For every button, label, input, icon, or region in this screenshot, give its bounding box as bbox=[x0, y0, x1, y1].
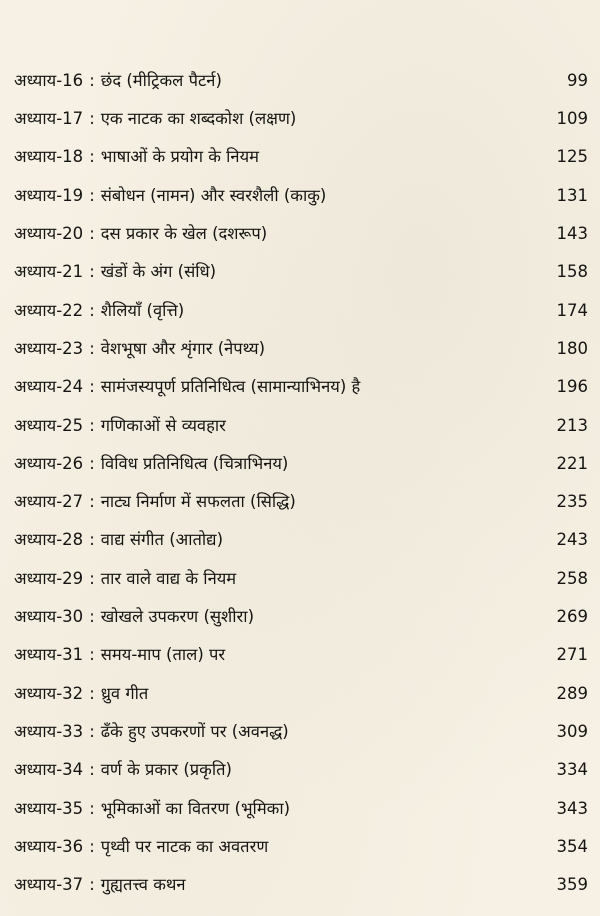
page-number: 258 bbox=[556, 568, 588, 588]
toc-entry bbox=[14, 568, 237, 588]
toc-entry bbox=[14, 532, 223, 549]
chapter-separator: : bbox=[89, 798, 95, 818]
chapter-separator: : bbox=[89, 607, 95, 627]
toc-row bbox=[14, 675, 588, 713]
chapter-number: अध्याय-36 bbox=[14, 836, 84, 856]
chapter-title: वर्ण के प्रकार (प्रकृति) bbox=[100, 760, 232, 780]
chapter-separator: : bbox=[89, 70, 95, 90]
page-number: 125 bbox=[556, 147, 588, 167]
toc-row bbox=[14, 407, 588, 445]
page-number: 109 bbox=[556, 109, 588, 129]
chapter-number: अध्याय-31 bbox=[14, 645, 84, 665]
toc-entry bbox=[14, 338, 266, 358]
toc-entry bbox=[14, 721, 289, 741]
chapter-separator: : bbox=[89, 453, 95, 473]
chapter-separator: : bbox=[89, 875, 95, 895]
page-number: 131 bbox=[556, 185, 588, 205]
chapter-separator: : bbox=[89, 683, 95, 703]
chapter-number: अध्याय-29 bbox=[14, 568, 84, 588]
page-number: 221 bbox=[556, 453, 588, 473]
chapter-number: अध्याय-22 bbox=[14, 300, 84, 320]
page-number: 213 bbox=[556, 415, 588, 435]
chapter-number: अध्याय-35 bbox=[14, 798, 84, 818]
toc-entry bbox=[14, 877, 186, 894]
toc-entry bbox=[14, 415, 226, 435]
toc-row bbox=[14, 828, 588, 866]
toc-row bbox=[14, 713, 588, 751]
page-number: 235 bbox=[556, 492, 588, 512]
toc-entry bbox=[14, 226, 267, 243]
toc-entry bbox=[14, 453, 289, 473]
toc-entry bbox=[14, 300, 185, 320]
toc-row bbox=[14, 100, 588, 138]
chapter-number: अध्याय-20 bbox=[14, 224, 84, 244]
toc-entry bbox=[14, 149, 259, 166]
toc-row bbox=[14, 139, 588, 177]
chapter-separator: : bbox=[89, 147, 95, 167]
chapter-title: खंडों के अंग (संधि) bbox=[100, 262, 217, 282]
page-number: 99 bbox=[567, 70, 588, 90]
chapter-title: वाद्य संगीत (आतोद्य) bbox=[100, 530, 224, 550]
toc-row bbox=[14, 636, 588, 674]
toc-row bbox=[14, 292, 588, 330]
toc-row bbox=[14, 522, 588, 560]
chapter-number: अध्याय-34 bbox=[14, 760, 84, 780]
page-number: 343 bbox=[556, 798, 588, 818]
toc-entry bbox=[14, 494, 296, 511]
chapter-number: अध्याय-30 bbox=[14, 607, 84, 627]
toc-row bbox=[14, 751, 588, 789]
page-number: 143 bbox=[556, 224, 588, 244]
toc-row bbox=[14, 598, 588, 636]
chapter-number: अध्याय-21 bbox=[14, 262, 84, 282]
chapter-separator: : bbox=[89, 338, 95, 358]
chapter-number: अध्याय-37 bbox=[14, 875, 84, 895]
toc-entry bbox=[14, 111, 296, 128]
toc-entry bbox=[14, 683, 149, 703]
chapter-number: अध्याय-33 bbox=[14, 721, 84, 741]
page-number: 359 bbox=[556, 875, 588, 895]
chapter-title: ध्रुव गीत bbox=[100, 683, 149, 703]
toc-entry bbox=[14, 762, 232, 779]
chapter-title: सामंजस्यपूर्ण प्रतिनिधित्व (सामान्याभिनय) है bbox=[100, 377, 361, 397]
toc-entry bbox=[14, 185, 327, 205]
toc-entry bbox=[14, 798, 291, 818]
toc-entry bbox=[14, 609, 254, 626]
chapter-number: अध्याय-28 bbox=[14, 530, 84, 550]
page-number: 309 bbox=[556, 721, 588, 741]
chapter-separator: : bbox=[89, 836, 95, 856]
page-number: 271 bbox=[556, 645, 588, 665]
chapter-separator: : bbox=[89, 721, 95, 741]
toc-entry bbox=[14, 836, 269, 856]
chapter-title: छंद (मीट्रिकल पैटर्न) bbox=[100, 70, 222, 90]
toc-entry bbox=[14, 647, 225, 664]
chapter-number: अध्याय-18 bbox=[14, 147, 84, 167]
chapter-title: ढँके हुए उपकरणों पर (अवनद्ध) bbox=[100, 721, 289, 741]
chapter-title: पृथ्वी पर नाटक का अवतरण bbox=[100, 836, 269, 856]
toc-row bbox=[14, 177, 588, 215]
toc-row bbox=[14, 866, 588, 904]
chapter-separator: : bbox=[89, 645, 95, 665]
chapter-title: संबोधन (नामन) और स्वरशैली (काकु) bbox=[100, 185, 327, 205]
chapter-separator: : bbox=[89, 760, 95, 780]
chapter-title: खोखले उपकरण (सुशीरा) bbox=[100, 607, 255, 627]
chapter-number: अध्याय-19 bbox=[14, 185, 84, 205]
page-number: 269 bbox=[556, 607, 588, 627]
chapter-separator: : bbox=[89, 377, 95, 397]
chapter-number: अध्याय-26 bbox=[14, 453, 84, 473]
toc-row bbox=[14, 560, 588, 598]
page-number: 243 bbox=[556, 530, 588, 550]
page-number: 158 bbox=[556, 262, 588, 282]
toc-entry bbox=[14, 264, 216, 281]
chapter-number: अध्याय-27 bbox=[14, 492, 84, 512]
chapter-separator: : bbox=[89, 415, 95, 435]
chapter-title: वेशभूषा और शृंगार (नेपथ्य) bbox=[100, 338, 266, 358]
chapter-separator: : bbox=[89, 568, 95, 588]
chapter-separator: : bbox=[89, 262, 95, 282]
toc-row bbox=[14, 215, 588, 253]
chapter-title: समय-माप (ताल) पर bbox=[100, 645, 226, 665]
chapter-title: दस प्रकार के खेल (दशरूप) bbox=[100, 224, 268, 244]
chapter-number: अध्याय-25 bbox=[14, 415, 84, 435]
chapter-separator: : bbox=[89, 492, 95, 512]
chapter-title: एक नाटक का शब्दकोश (लक्षण) bbox=[100, 109, 297, 129]
toc-row bbox=[14, 483, 588, 521]
toc-row bbox=[14, 62, 588, 100]
table-of-contents bbox=[14, 62, 588, 905]
toc-row bbox=[14, 330, 588, 368]
toc-row bbox=[14, 445, 588, 483]
chapter-title: विविध प्रतिनिधित्व (चित्राभिनय) bbox=[100, 453, 289, 473]
page-number: 174 bbox=[556, 300, 588, 320]
toc-entry bbox=[14, 379, 360, 396]
chapter-title: शैलियाँ (वृत्ति) bbox=[100, 300, 185, 320]
page-number: 354 bbox=[556, 836, 588, 856]
chapter-title: गुह्यतत्त्व कथन bbox=[100, 875, 186, 895]
toc-row bbox=[14, 253, 588, 291]
chapter-title: तार वाले वाद्य के नियम bbox=[100, 568, 237, 588]
chapter-number: अध्याय-17 bbox=[14, 109, 84, 129]
chapter-separator: : bbox=[89, 109, 95, 129]
toc-entry bbox=[14, 70, 222, 90]
chapter-number: अध्याय-32 bbox=[14, 683, 84, 703]
chapter-number: अध्याय-23 bbox=[14, 338, 84, 358]
toc-row bbox=[14, 368, 588, 406]
page-number: 180 bbox=[556, 338, 588, 358]
chapter-separator: : bbox=[89, 300, 95, 320]
page-number: 289 bbox=[556, 683, 588, 703]
chapter-title: गणिकाओं से व्यवहार bbox=[100, 415, 226, 435]
page-number: 196 bbox=[556, 377, 588, 397]
chapter-title: भाषाओं के प्रयोग के नियम bbox=[100, 147, 260, 167]
chapter-number: अध्याय-24 bbox=[14, 377, 84, 397]
chapter-number: अध्याय-16 bbox=[14, 70, 84, 90]
chapter-separator: : bbox=[89, 185, 95, 205]
chapter-separator: : bbox=[89, 224, 95, 244]
chapter-separator: : bbox=[89, 530, 95, 550]
chapter-title: नाट्य निर्माण में सफलता (सिद्धि) bbox=[100, 492, 296, 512]
chapter-title: भूमिकाओं का वितरण (भूमिका) bbox=[100, 798, 291, 818]
page-number: 334 bbox=[556, 760, 588, 780]
toc-row bbox=[14, 790, 588, 828]
